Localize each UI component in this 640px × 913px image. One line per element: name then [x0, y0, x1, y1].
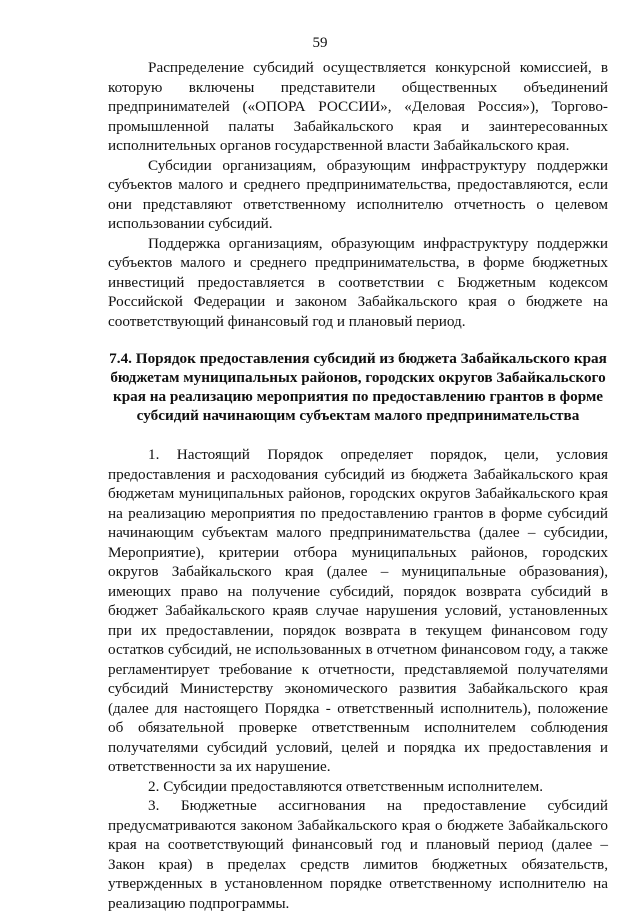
paragraph-budget-investments: Поддержка организациям, образующим инфраструктуру поддержки субъектов малого и среднего предпринимательства, в форме бюджетных инвестиций предоставляется в соответствии с Бюджетным кодексом Российской Федерации и законом Забайкальского края о бюджете на соответствующий финансовый год и плановый период. [108, 234, 608, 330]
paragraph-item-1: 1. Настоящий Порядок определяет порядок, цели, условия предоставления и расходования субсидий из бюджета Забайкальского края бюджетам муниципальных районов, городских округов Забайкальского края на реализацию мероприятия по предоставлению грантов в форме субсидий начинающим субъектам малого предпринимательства (далее – субсидии, Мероприятие), критерии отбора муниципальных районов, городских округов Забайкальского края (далее – муниципальные образования), имеющих право на получение субсидий, порядок возврата субсидий в бюджет Забайкальского краяв случае нарушения условий, установленных при их предоставлении, порядок возврата в текущем финансовом году остатков субсидий, не использованных в отчетном финансовом году, а также регламентирует требование к отчетности, представляемой получателями субсидий Министерству экономического развития Забайкальского края (далее для настоящего Порядка - ответственный исполнитель), положение об обязательной проверке ответственным исполнителем соблюдения получателями субсидий условий, целей и порядка их предоставления и ответственности за их нарушение. [108, 446, 608, 775]
page-number: 59 [312, 35, 328, 51]
paragraph-commission: Распределение субсидий осуществляется конкурсной комиссией, в которую включены представители общественных объединений предпринимателей («ОПОРА РОССИИ», «Деловая Россия»), Торгово-промышленной палаты Забайкальского края и заинтересованных исполнительных органов государственной власти Забайкальского края. [108, 59, 608, 154]
paragraph-item-2: 2. Субсидии предоставляются ответственным исполнителем. [148, 777, 544, 795]
section-title: 7.4. Порядок предоставления субсидий из бюджета Забайкальского края бюджетам муниципальных районов, городских округов Забайкальского края на реализацию мероприятия по предоставлению грантов в форме субсидий начинающим субъектам малого предпринимательства [109, 350, 607, 424]
document-body [108, 58, 608, 913]
paragraph-item-3: 3. Бюджетные ассигнования на предоставление субсидий предусматриваются законом Забайкальского края о бюджете Забайкальского края на соответствующий финансовый год и плановый период (далее – Закон края) в пределах средств лимитов бюджетных обязательств, утвержденных в установленном порядке ответственному исполнителю на реализацию подпрограммы. [108, 797, 608, 912]
paragraph-infrastructure-subsidies: Субсидии организациям, образующим инфраструктуру поддержки субъектов малого и среднего предпринимательства, предоставляются, если они представляют ответственному исполнителю отчетность о целевом использовании субсидий. [108, 156, 608, 232]
